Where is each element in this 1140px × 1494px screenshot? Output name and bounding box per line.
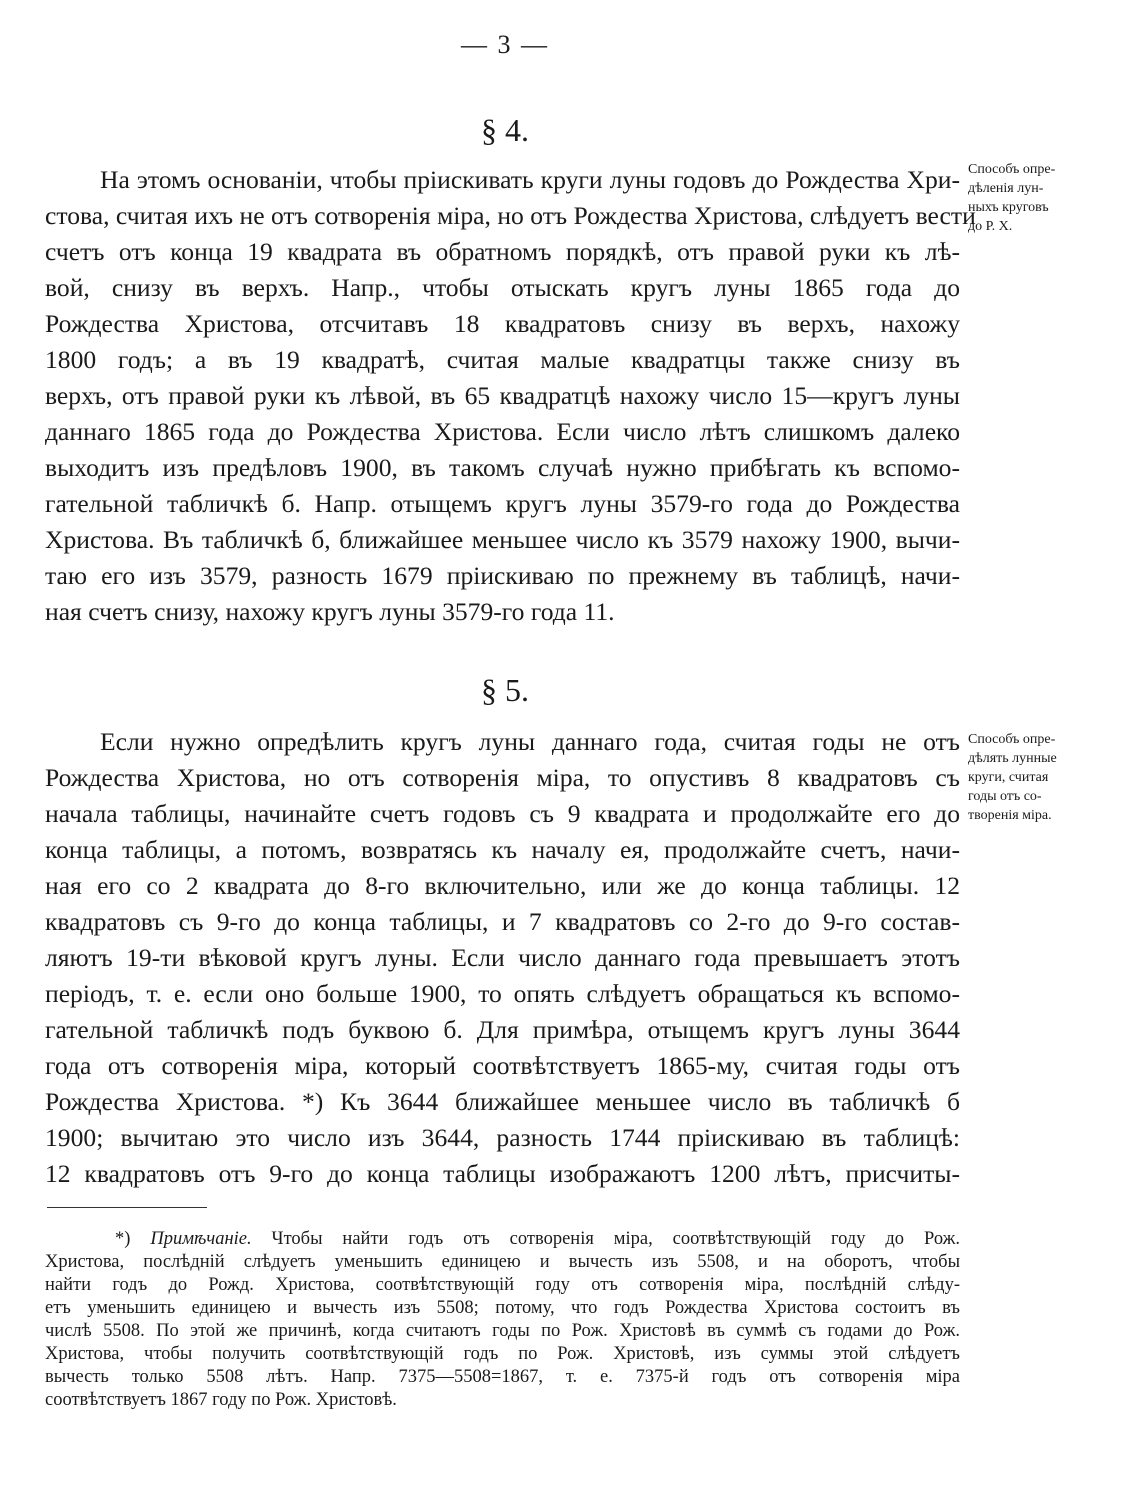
text-line: ная его со 2 квадрата до 8-го включительно, или же до конца таблицы. 12 [45,871,960,900]
footnote-line: соотвѣтствуетъ 1867 году по Рож. Христовѣ. [45,1390,397,1410]
footnote-line: етъ уменьшить единицею и вычесть изъ 5508; потому, что годъ Рождества Христова состоитъ въ [45,1298,960,1318]
text-line: 1900; вычитаю это число изъ 3644, разность 1744 пріискиваю въ таблицѣ: [45,1123,960,1152]
text-line: конца таблицы, а потомъ, возвратясь къ началу ея, продолжайте счетъ, начи- [45,835,960,864]
text-line: года отъ сотворенія міра, который соотвѣтствуетъ 1865-му, считая годы отъ [45,1051,960,1080]
text-line: таю его изъ 3579, разность 1679 пріискиваю по прежнему въ таблицѣ, начи- [45,561,960,590]
footnote-marker: *) [115,1229,131,1249]
text-line: верхъ, отъ правой руки къ лѣвой, въ 65 квадратцѣ нахожу число 15—кругъ луны [45,381,960,410]
text-line: На этомъ основаніи, чтобы пріискивать круги луны годовъ до Рождества Хри- [100,165,960,194]
footnote [45,1228,960,1412]
text-line: выходитъ изъ предѣловъ 1900, въ такомъ случаѣ нужно прибѣгать къ вспомо- [45,453,960,482]
section-4-paragraph [45,162,976,630]
margin-note-line: годы отъ со- [968,789,1042,804]
text-line: гательной табличкѣ б. Напр. отыщемъ кругъ луны 3579-го года до Рождества [45,489,960,518]
section-5-margin-note [968,730,1078,825]
section-4-title: § 4. [481,112,529,148]
margin-note-line: Способъ опре- [968,162,1056,177]
text-line: періодъ, т. е. если оно больше 1900, то опять слѣдуетъ обращаться къ вспомо- [45,979,960,1008]
margin-note-line: до Р. Х. [968,219,1013,234]
footnote-line: вычесть только 5508 лѣтъ. Напр. 7375—5508=1867, т. е. 7375-й годъ отъ сотворенія міра [45,1367,960,1387]
text-line: даннаго 1865 года до Рождества Христова. Если число лѣтъ слишкомъ далеко [45,417,960,446]
text-line: квадратовъ съ 9-го до конца таблицы, и 7 квадратовъ со 2-го до 9-го состав- [45,907,960,936]
footnote-divider [47,1207,207,1208]
section-5-title: § 5. [481,672,529,708]
margin-note-line: творенія міра. [968,808,1052,823]
footnote-line: числѣ 5508. По этой же причинѣ, когда считаютъ годы по Рож. Христовѣ въ суммѣ съ годами до Рож. [45,1321,960,1341]
text-line: вой, снизу въ верхъ. Напр., чтобы отыскать кругъ луны 1865 года до [45,273,960,302]
text-line: 1800 годъ; а въ 19 квадратѣ, считая малые квадратцы также снизу въ [45,345,960,374]
text-line: Рождества Христова. *) Къ 3644 ближайшее меньшее число въ табличкѣ б [45,1087,960,1116]
text-line: 12 квадратовъ отъ 9-го до конца таблицы изображаютъ 1200 лѣтъ, присчиты- [45,1159,960,1188]
margin-note-line: дѣлять лунные [968,751,1057,766]
text-line: гательной табличкѣ подъ буквою б. Для примѣра, отыщемъ кругъ луны 3644 [45,1015,960,1044]
text-line: Рождества Христова, отсчитавъ 18 квадратовъ снизу въ верхъ, нахожу [45,309,960,338]
footnote-line [45,1228,960,1251]
text-line: ная счетъ снизу, нахожу кругъ луны 3579-го года 11. [45,597,615,626]
footnote-line: найти годъ до Рожд. Христова, соотвѣтствующій году отъ сотворенія міра, послѣдній слѣду- [45,1275,960,1295]
text-line: Если нужно опредѣлить кругъ луны даннаго года, считая годы не отъ [100,727,960,756]
text-line: ляютъ 19-ти вѣковой кругъ луны. Если число даннаго года превышаетъ этотъ [45,943,960,972]
margin-note-line: Способъ опре- [968,732,1056,747]
text-line: Христова. Въ табличкѣ б, ближайшее меньшее число къ 3579 нахожу 1900, вычи- [45,525,960,554]
margin-note-line: дѣленія лун- [968,181,1044,196]
footnote-label: Примѣчаніе. [150,1229,252,1249]
section-5-paragraph [45,724,960,1192]
text-line: Рождества Христова, но отъ сотворенія міра, то опустивъ 8 квадратовъ съ [45,763,960,792]
margin-note-line: ныхъ круговъ [968,200,1049,215]
page-number: — 3 — [461,30,549,59]
text-line: стова, считая ихъ не отъ сотворенія міра, но отъ Рождества Христова, слѣдуетъ вести [45,201,976,230]
footnote-line: Христова, послѣдній слѣдуетъ уменьшить единицею и вычесть изъ 5508, и на оборотъ, чтобы [45,1252,960,1272]
margin-note-line: круги, считая [968,770,1049,785]
text-line: начала таблицы, начинайте счетъ годовъ съ 9 квадрата и продолжайте его до [45,799,960,828]
text-line: счетъ отъ конца 19 квадрата въ обратномъ порядкѣ, отъ правой руки къ лѣ- [45,237,960,266]
footnote-line: Христова, чтобы получить соотвѣтствующій годъ по Рож. Христовѣ, изъ суммы этой слѣдуетъ [45,1344,960,1364]
footnote-first-line: Чтобы найти годъ отъ сотворенія міра, соотвѣтствующій году до Рож. [271,1229,961,1249]
section-4-margin-note [968,160,1078,236]
